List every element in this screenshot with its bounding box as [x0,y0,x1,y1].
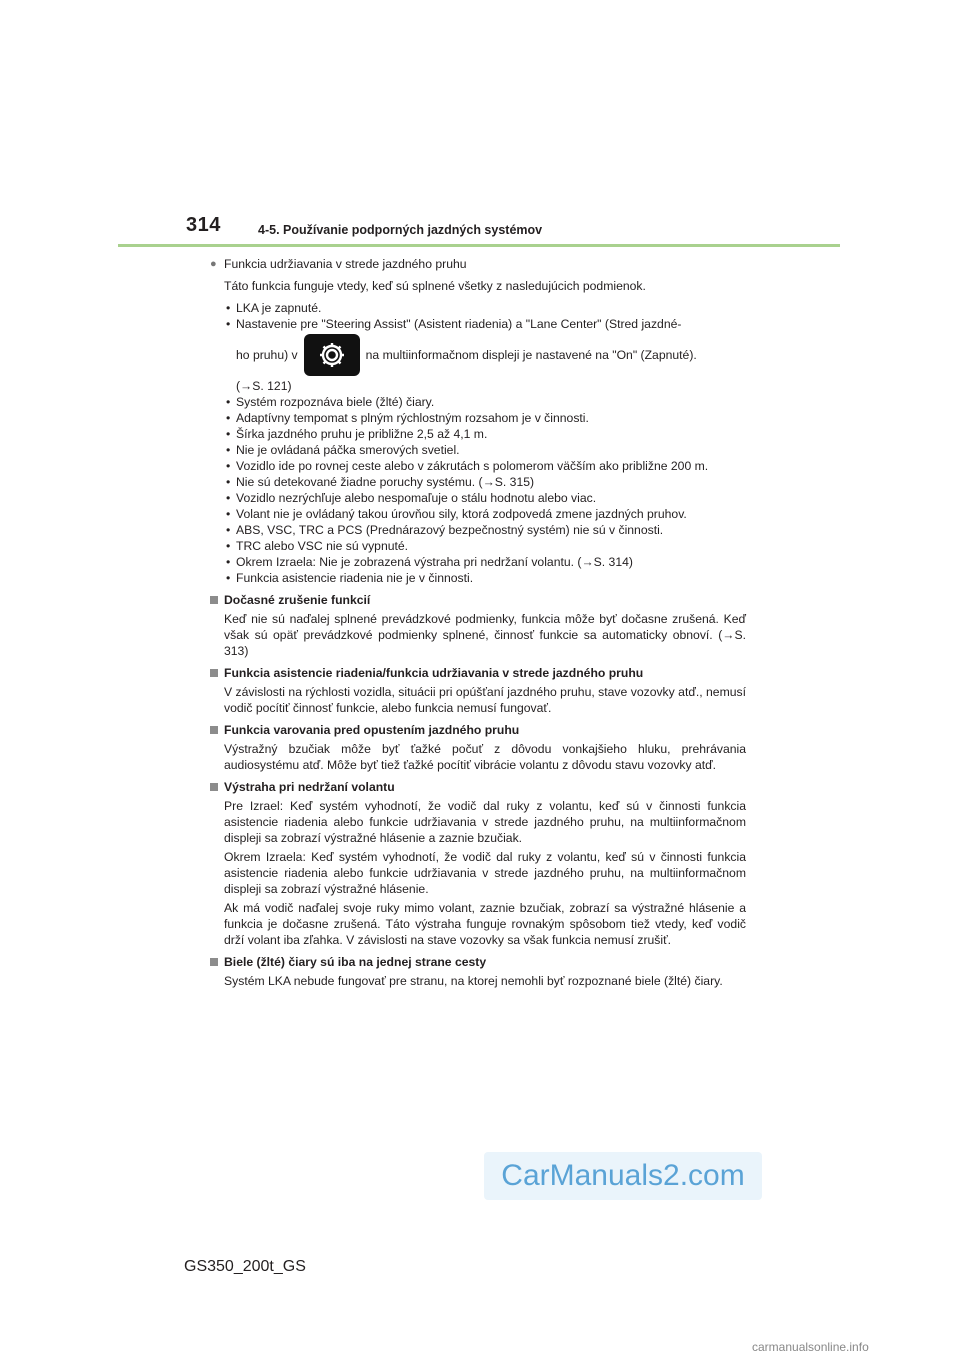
watermark-logo: CarManuals2.com [484,1152,762,1200]
settings-inline-row: ho pruhu) v na multiinformačnom displeji je nastavené na "On" (Zapnuté). [236,332,746,378]
gear-icon [304,334,360,376]
square-bullet-icon [210,596,218,604]
list-item: • Nie je ovládaná páčka smerových svetiel. [226,443,460,457]
list-item: • Vozidlo nezrýchľuje alebo nespomaľuje o stálu hodnotu alebo viac. [226,491,597,505]
list-item: • Okrem Izraela: Nie je zobrazená výstraha pri nedržaní volantu. (→S. 314) [226,555,633,569]
section-paragraph: Okrem Izraela: Keď systém vyhodnotí, že vodič dal ruky z volantu, keď sú v činnosti funkcia asistencie riadenia alebo funkcie udržiavania v strede jazdného pruhu, na multiinformačnom displeji sa zobrazí výstražné hlásenie. [224,850,746,896]
page-content [210,256,746,989]
list-item: • Nie sú detekované žiadne poruchy systému. (→S. 315) [226,475,535,489]
conditions-list [210,300,746,394]
square-bullet-icon [210,958,218,966]
lane-center-heading: ● Funkcia udržiavania v strede jazdného pruhu [210,257,467,271]
conditions-list-rest [210,394,746,586]
list-item: • Šírka jazdného pruhu je približne 2,5 až 4,1 m. [226,427,488,441]
section-heading: Biele (žlté) čiary sú iba na jednej strane cesty [210,954,746,970]
section-paragraph: Výstražný bzučiak môže byť ťažké počuť z dôvodu vonkajšieho hluku, prehrávania audiosystému atď. Môže byť tiež ťažké pocítiť vibrácie volantu z dôvodu stavu vozovky atď. [224,742,746,772]
header-rule [118,244,840,247]
list-item: • TRC alebo VSC nie sú vypnuté. [226,539,409,553]
list-item: • Volant nie je ovládaný takou úrovňou sily, ktorá zodpovedá zmene jazdných pruhov. [226,507,687,521]
section-title: 4-5. Používanie podporných jazdných systémov [258,223,543,237]
list-item: • Adaptívny tempomat s plným rýchlostným rozsahom je v činnosti. [226,411,589,425]
list-item: • Vozidlo ide po rovnej ceste alebo v zákrutách s polomerom väčším ako približne 200 m. [226,459,709,473]
section-paragraph: Pre Izrael: Keď systém vyhodnotí, že vodič dal ruky z volantu, keď sú v činnosti funkcia asistencie riadenia alebo funkcie udržiavania v strede jazdného pruhu, na multiinformačnom displeji sa zobrazí výstražné hlásenie a zaznie bzučiak. [224,799,746,845]
section-heading: Dočasné zrušenie funkcií [210,592,746,608]
section-heading: Funkcia varovania pred opustením jazdného pruhu [210,722,746,738]
list-item: • Nastavenie pre "Steering Assist" (Asistent riadenia) a "Lane Center" (Stred jazdné- ho pruhu) v na multiinformačnom displeji je nastavené na "On" (Zapnuté). (→S. 121) [224,316,746,394]
section-paragraph: Systém LKA nebude fungovať pre stranu, na ktorej nemohli byť rozpoznané biele (žlté) čiary. [224,974,723,988]
square-bullet-icon [210,783,218,791]
circle-bullet-icon: ● [210,258,217,270]
lane-center-intro: Táto funkcia funguje vtedy, keď sú splnené všetky z nasledujúcich podmienok. [224,279,646,293]
square-bullet-icon [210,726,218,734]
page-header [184,214,844,248]
notes-sections [210,592,746,989]
model-code: GS350_200t_GS [184,1258,306,1275]
section-paragraph: V závislosti na rýchlosti vozidla, situácii pri opúšťaní jazdného pruhu, stave vozovky atď., nemusí vodič pocítiť činnosť funkcie, alebo funkcia nemusí fungovať. [224,685,746,715]
square-bullet-icon [210,669,218,677]
list-item: • ABS, VSC, TRC a PCS (Prednárazový bezpečnostný systém) nie sú v činnosti. [226,523,664,537]
list-item: • Funkcia asistencie riadenia nie je v činnosti. [226,571,474,585]
section-paragraph: Keď nie sú naďalej splnené prevádzkové podmienky, funkcia môže byť dočasne zrušená. Keď však sú opäť prevádzkové podmienky splnené, činnosť funkcie sa automaticky obnoví. (→S. 313) [224,612,746,658]
page-number: 314 [186,214,221,236]
source-watermark: carmanualsonline.info [752,1340,869,1354]
list-item: • LKA je zapnuté. [226,301,322,315]
section-heading: Výstraha pri nedržaní volantu [210,779,746,795]
section-heading: Funkcia asistencie riadenia/funkcia udržiavania v strede jazdného pruhu [210,665,746,681]
list-item: • Systém rozpoznáva biele (žlté) čiary. [226,395,435,409]
section-paragraph: Ak má vodič naďalej svoje ruky mimo volant, zaznie bzučiak, zobrazí sa výstražné hlásenie a funkcia je dočasne zrušená. Táto výstraha funguje rovnakým spôsobom tiež vtedy, keď vodič drží volant iba zľahka. V závislosti na stave vozovky sa však funkcia nemusí zrušiť. [224,901,746,947]
